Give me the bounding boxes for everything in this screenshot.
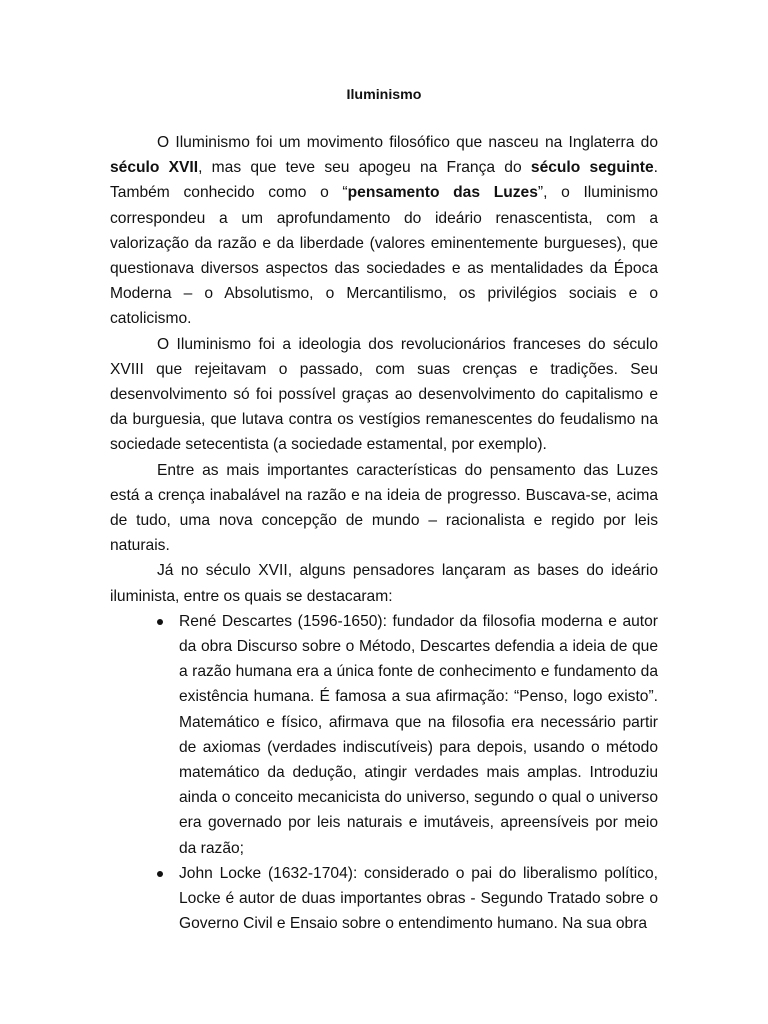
paragraph-intro-text-4: ”, o Iluminismo correspondeu a um aprofundamento do ideário renascentista, com a valorização da razão e da liberdade (valores eminentemente burgueses), que questionava diversos aspectos das sociedades e as mentalidades da Época Moderna – o Absolutismo, o Mercantilismo, os privilégios sociais e o catolicismo.: [110, 184, 658, 328]
paragraph-intro-text-3: . Também conhecido como o “: [110, 159, 658, 202]
list-item-locke: [179, 861, 658, 937]
bullet-icon: [157, 619, 163, 625]
list-item-descartes: [179, 609, 658, 861]
paragraph-intro-text-2: , mas que teve seu apogeu na França do: [198, 159, 531, 177]
bold-seculo-xvii: século XVII: [110, 159, 199, 177]
paragraph-caracteristicas: Entre as mais importantes características do pensamento das Luzes está a crença inabalável na razão e na ideia de progresso. Buscava-se, acima de tudo, uma nova concepção de mundo – racionalista e regido por leis naturais.: [110, 461, 658, 555]
paragraph-intro-text-1: O Iluminismo foi um movimento filosófico que nasceu na Inglaterra do: [157, 134, 658, 151]
paragraph-ideologia: O Iluminismo foi a ideologia dos revolucionários franceses do século XVIII que rejeitavam o passado, com suas crenças e tradições. Seu desenvolvimento só foi possível graças ao desenvolvimento do capitalismo e da burguesia, que lutava contra os vestígios remanescentes do feudalismo na sociedade setecentista (a sociedade estamental, por exemplo).: [110, 335, 658, 454]
paragraph-intro: [110, 130, 658, 332]
list-item-text: John Locke (1632-1704): considerado o pai do liberalismo político, Locke é autor de duas importantes obras - Segundo Tratado sobre o Governo Civil e Ensaio sobre o entendimento humano. Na sua obra: [179, 864, 658, 933]
document-page: [110, 85, 658, 937]
pensadores-list: [110, 609, 658, 937]
document-title: Iluminismo: [346, 87, 422, 103]
bullet-icon: [157, 871, 163, 877]
bold-pensamento-das-luzes: pensamento das Luzes: [347, 184, 538, 202]
paragraph-pensadores: Já no século XVII, alguns pensadores lançaram as bases do ideário iluminista, entre os quais se destacaram:: [110, 562, 658, 605]
list-item-text: René Descartes (1596-1650): fundador da filosofia moderna e autor da obra Discurso sobre o Método, Descartes defendia a ideia de que a razão humana era a única fonte de conhecimento e fundamento da existência humana. É famosa a sua afirmação: “Penso, logo existo”. Matemático e físico, afirmava que na filosofia era necessário partir de axiomas (verdades indiscutíveis) para depois, usando o método matemático da dedução, atingir verdades mais amplas. Introduziu ainda o conceito mecanicista do universo, segundo o qual o universo era governado por leis naturais e imutáveis, apreensíveis por meio da razão;: [179, 612, 658, 857]
bold-seculo-seguinte: século seguinte: [530, 159, 654, 177]
